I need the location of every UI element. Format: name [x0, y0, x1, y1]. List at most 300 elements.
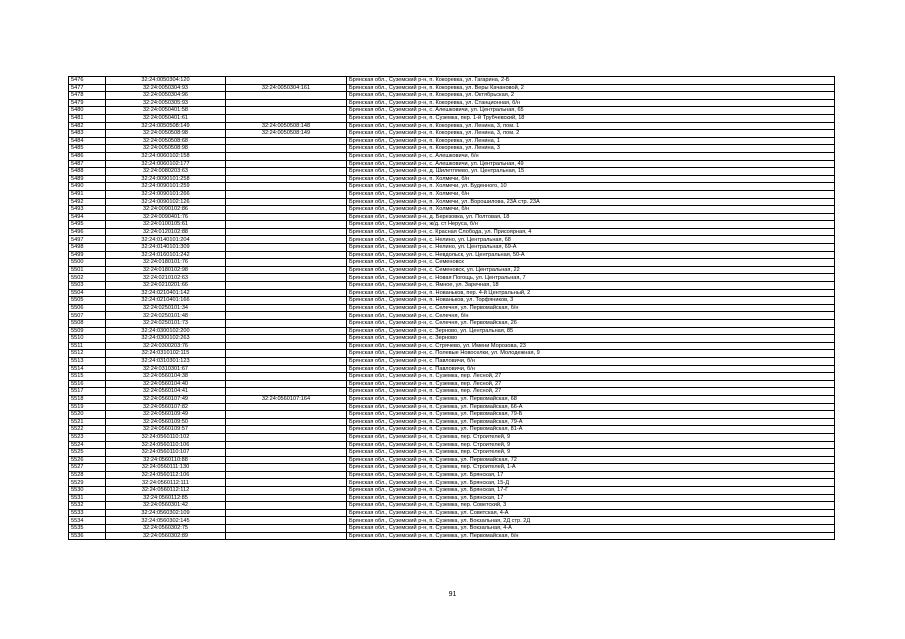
address-cell: Брянская обл., Суземский р-н, с. Нелино, ул. Центральная, 68 [347, 236, 835, 244]
address-cell: Брянская обл., Суземский р-н, с. Селечня, ул. Первомайская, б/н [347, 304, 835, 312]
table-row [69, 517, 835, 525]
previous-cadastral-number-cell [226, 213, 347, 221]
table-row [69, 449, 835, 457]
row-number-cell: 5510 [69, 335, 106, 343]
previous-cadastral-number-cell [226, 297, 347, 305]
table-row [69, 160, 835, 168]
cadastral-number-cell: 32:24:0560302:89 [106, 532, 226, 540]
address-cell: Брянская обл., Суземский р-н, п. Суземка, ул. Первомайская, 79-Б [347, 411, 835, 419]
address-cell: Брянская обл., Суземский р-н, п. Суземка, ул. Брянская, 17 [347, 494, 835, 502]
cadastral-number-cell: 32:24:0560112:111 [106, 479, 226, 487]
address-cell: Брянская обл., Суземский р-н, д. Березовка, ул. Полтовая, 18 [347, 213, 835, 221]
row-number-cell: 5512 [69, 350, 106, 358]
previous-cadastral-number-cell [226, 183, 347, 191]
address-cell: Брянская обл., Суземский р-н, с. Нелино, ул. Центральная, 69-А [347, 244, 835, 252]
table-row [69, 433, 835, 441]
row-number-cell: 5486 [69, 152, 106, 160]
cadastral-number-cell: 32:24:0300102:263 [106, 335, 226, 343]
table-row [69, 350, 835, 358]
table-row [69, 509, 835, 517]
previous-cadastral-number-cell [226, 99, 347, 107]
row-number-cell: 5503 [69, 282, 106, 290]
row-number-cell: 5536 [69, 532, 106, 540]
table-row [69, 92, 835, 100]
table-row [69, 221, 835, 229]
address-cell: Брянская обл., Суземский р-н, п. Суземка, пер. Лесной, 27 [347, 380, 835, 388]
table-row [69, 282, 835, 290]
address-cell: Брянская обл., Суземский р-н, с. Невдольск, ул. Центральная, 50-А [347, 251, 835, 259]
address-cell: Брянская обл., Суземский р-н, с. Зерново, ул. Центральная, 85 [347, 327, 835, 335]
cadastral-number-cell: 32:24:0560112:112 [106, 487, 226, 495]
address-cell: Брянская обл., Суземский р-н, п. Суземка, пер. 1-й Трубчевский, 18 [347, 114, 835, 122]
address-cell: Брянская обл., Суземский р-н, п. Кокоревка, ул. Ленина, 3 [347, 145, 835, 153]
cadastral-number-cell: 32:24:0560301:42 [106, 502, 226, 510]
row-number-cell: 5500 [69, 259, 106, 267]
address-cell: Брянская обл., Суземский р-н, п. Нованьков, ул. Торфяников, 3 [347, 297, 835, 305]
address-cell: Брянская обл., Суземский р-н, п. Суземка, ул. Советская, 4-А [347, 509, 835, 517]
cadastral-number-cell: 32:24:0090101:258 [106, 175, 226, 183]
row-number-cell: 5523 [69, 433, 106, 441]
cadastral-number-cell: 32:24:0560302:109 [106, 509, 226, 517]
row-number-cell: 5528 [69, 471, 106, 479]
table-row [69, 502, 835, 510]
address-cell: Брянская обл., Суземский р-н, п. Суземка, пер. Лесной, 27 [347, 388, 835, 396]
address-cell: Брянская обл., Суземский р-н, п. Суземка, ул. Первомайская, 79-А [347, 418, 835, 426]
cadastral-number-cell: 32:24:0560111:130 [106, 464, 226, 472]
table-row [69, 114, 835, 122]
row-number-cell: 5490 [69, 183, 106, 191]
cadastral-number-cell: 32:24:0250101:73 [106, 320, 226, 328]
table-row [69, 357, 835, 365]
cadastral-number-cell: 32:24:0560109:49 [106, 411, 226, 419]
address-cell: Брянская обл., Суземский р-н, п. Суземка, ул. Вокзальная, 4-А [347, 525, 835, 533]
address-cell: Брянская обл., Суземский р-н, п. Кокоревка, ул. Гагарина, 2-Б [347, 77, 835, 85]
table-row [69, 274, 835, 282]
address-cell: Брянская обл., Суземский р-н, с. Алешковичи, ул. Центральная, 65 [347, 107, 835, 115]
table-row [69, 494, 835, 502]
cadastral-number-cell: 32:24:0090101:266 [106, 190, 226, 198]
previous-cadastral-number-cell [226, 403, 347, 411]
row-number-cell: 5478 [69, 92, 106, 100]
cadastral-number-cell: 32:24:0210201:66 [106, 282, 226, 290]
row-number-cell: 5508 [69, 320, 106, 328]
table-row [69, 213, 835, 221]
page-number: 91 [448, 591, 457, 598]
previous-cadastral-number-cell [226, 327, 347, 335]
previous-cadastral-number-cell [226, 282, 347, 290]
address-cell: Брянская обл., Суземский р-н, п. Кокоревка, ул. Ленина, 1 [347, 137, 835, 145]
cadastral-number-cell: 32:24:0300203:76 [106, 342, 226, 350]
table-row [69, 471, 835, 479]
table-row [69, 99, 835, 107]
table-row [69, 464, 835, 472]
row-number-cell: 5514 [69, 365, 106, 373]
table-row [69, 289, 835, 297]
previous-cadastral-number-cell [226, 441, 347, 449]
table-row [69, 365, 835, 373]
previous-cadastral-number-cell [226, 221, 347, 229]
row-number-cell: 5482 [69, 122, 106, 130]
previous-cadastral-number-cell: 32:24:0560107:164 [226, 395, 347, 403]
table-row [69, 441, 835, 449]
cadastral-number-cell: 32:24:0050508:98 [106, 145, 226, 153]
row-number-cell: 5491 [69, 190, 106, 198]
address-cell: Брянская обл., Суземский р-н, п. Суземка, ул. Брянская, 17 [347, 471, 835, 479]
previous-cadastral-number-cell [226, 228, 347, 236]
previous-cadastral-number-cell [226, 304, 347, 312]
table-row [69, 403, 835, 411]
cadastral-number-cell: 32:24:0100105:61 [106, 221, 226, 229]
registry-table-body [69, 77, 835, 540]
cadastral-number-cell: 32:24:0250101:48 [106, 312, 226, 320]
row-number-cell: 5525 [69, 449, 106, 457]
previous-cadastral-number-cell [226, 464, 347, 472]
previous-cadastral-number-cell [226, 274, 347, 282]
address-cell: Брянская обл., Суземский р-н, с. Алешковичи, ул. Центральная, 49 [347, 160, 835, 168]
table-row [69, 327, 835, 335]
table-row [69, 411, 835, 419]
row-number-cell: 5492 [69, 198, 106, 206]
previous-cadastral-number-cell [226, 145, 347, 153]
cadastral-number-cell: 32:24:0560109:50 [106, 418, 226, 426]
table-row [69, 380, 835, 388]
cadastral-number-cell: 32:24:0060102:158 [106, 152, 226, 160]
row-number-cell: 5477 [69, 84, 106, 92]
row-number-cell: 5502 [69, 274, 106, 282]
cadastral-number-cell: 32:24:0050508:68 [106, 137, 226, 145]
table-row [69, 244, 835, 252]
row-number-cell: 5506 [69, 304, 106, 312]
row-number-cell: 5483 [69, 130, 106, 138]
table-row [69, 122, 835, 130]
address-cell: Брянская обл., Суземский р-н, с. Семеновск, ул. Центральная, 22 [347, 266, 835, 274]
cadastral-number-cell: 32:24:0060102:177 [106, 160, 226, 168]
previous-cadastral-number-cell [226, 251, 347, 259]
previous-cadastral-number-cell [226, 509, 347, 517]
previous-cadastral-number-cell [226, 517, 347, 525]
cadastral-number-cell: 32:24:0210401:142 [106, 289, 226, 297]
previous-cadastral-number-cell [226, 350, 347, 358]
address-cell: Брянская обл., Суземский р-н, п. Суземка, пер. Лесной, 27 [347, 373, 835, 381]
row-number-cell: 5522 [69, 426, 106, 434]
table-row [69, 297, 835, 305]
address-cell: Брянская обл., Суземский р-н, п. Холмечи, ул. Ворошилова, 23А стр. 23А [347, 198, 835, 206]
previous-cadastral-number-cell [226, 289, 347, 297]
cadastral-number-cell: 32:24:0560104:40 [106, 380, 226, 388]
cadastral-number-cell: 32:24:0050401:58 [106, 107, 226, 115]
address-cell: Брянская обл., Суземский р-н, с. Полевые Новоселки, ул. Молодежная, 9 [347, 350, 835, 358]
row-number-cell: 5531 [69, 494, 106, 502]
previous-cadastral-number-cell [226, 373, 347, 381]
previous-cadastral-number-cell [226, 114, 347, 122]
registry-table [68, 76, 835, 540]
row-number-cell: 5501 [69, 266, 106, 274]
row-number-cell: 5499 [69, 251, 106, 259]
cadastral-number-cell: 32:24:0140101:309 [106, 244, 226, 252]
previous-cadastral-number-cell [226, 388, 347, 396]
address-cell: Брянская обл., Суземский р-н, п. Суземка, ул. Брянская, 15-Д [347, 479, 835, 487]
table-row [69, 479, 835, 487]
previous-cadastral-number-cell [226, 502, 347, 510]
row-number-cell: 5535 [69, 525, 106, 533]
previous-cadastral-number-cell [226, 525, 347, 533]
row-number-cell: 5526 [69, 456, 106, 464]
cadastral-number-cell: 32:24:0560110:107 [106, 449, 226, 457]
row-number-cell: 5476 [69, 77, 106, 85]
previous-cadastral-number-cell [226, 312, 347, 320]
row-number-cell: 5504 [69, 289, 106, 297]
address-cell: Брянская обл., Суземский р-н, с. Зерново [347, 335, 835, 343]
previous-cadastral-number-cell [226, 77, 347, 85]
row-number-cell: 5527 [69, 464, 106, 472]
row-number-cell: 5529 [69, 479, 106, 487]
address-cell: Брянская обл., Суземский р-н, п. Кокоревка, ул. Веры Качановой, 2 [347, 84, 835, 92]
address-cell: Брянская обл., Суземский р-н, п. Холмечи, ул. Буденного, 10 [347, 183, 835, 191]
row-number-cell: 5532 [69, 502, 106, 510]
address-cell: Брянская обл., Суземский р-н, п. Суземка, ул. Брянская, 17-Г [347, 487, 835, 495]
table-row [69, 456, 835, 464]
cadastral-number-cell: 32:24:0090102:86 [106, 206, 226, 214]
table-row [69, 168, 835, 176]
address-cell: Брянская обл., Суземский р-н, п. Нованьков, пер. 4-й Центральный, 2 [347, 289, 835, 297]
previous-cadastral-number-cell: 32:24:0050508:148 [226, 122, 347, 130]
previous-cadastral-number-cell [226, 137, 347, 145]
previous-cadastral-number-cell [226, 198, 347, 206]
address-cell: Брянская обл., Суземский р-н, п. Суземка, ул. Первомайская, 72 [347, 456, 835, 464]
previous-cadastral-number-cell [226, 266, 347, 274]
row-number-cell: 5515 [69, 373, 106, 381]
previous-cadastral-number-cell [226, 532, 347, 540]
previous-cadastral-number-cell [226, 365, 347, 373]
cadastral-number-cell: 32:24:0090101:259 [106, 183, 226, 191]
cadastral-number-cell: 32:24:0560110:88 [106, 456, 226, 464]
cadastral-number-cell: 32:24:0050304:120 [106, 77, 226, 85]
table-row [69, 320, 835, 328]
table-row [69, 395, 835, 403]
previous-cadastral-number-cell [226, 494, 347, 502]
cadastral-number-cell: 32:24:0560302:145 [106, 517, 226, 525]
previous-cadastral-number-cell: 32:24:0050304:161 [226, 84, 347, 92]
row-number-cell: 5524 [69, 441, 106, 449]
row-number-cell: 5509 [69, 327, 106, 335]
row-number-cell: 5493 [69, 206, 106, 214]
address-cell: Брянская обл., Суземский р-н, ж/д. ст Неруса, б/н [347, 221, 835, 229]
table-row [69, 304, 835, 312]
address-cell: Брянская обл., Суземский р-н, п. Суземка, пер. Строителей, 9 [347, 433, 835, 441]
cadastral-number-cell: 32:24:0310102:115 [106, 350, 226, 358]
table-row [69, 228, 835, 236]
address-cell: Брянская обл., Суземский р-н, с. Павловичи, б/н [347, 365, 835, 373]
cadastral-number-cell: 32:24:0310301:67 [106, 365, 226, 373]
address-cell: Брянская обл., Суземский р-н, д. Шилетляево, ул. Центральная, 15 [347, 168, 835, 176]
cadastral-number-cell: 32:24:0560107:82 [106, 403, 226, 411]
cadastral-number-cell: 32:24:0080203:63 [106, 168, 226, 176]
cadastral-number-cell: 32:24:0250101:34 [106, 304, 226, 312]
address-cell: Брянская обл., Суземский р-н, п. Холмечи, б/н [347, 206, 835, 214]
row-number-cell: 5534 [69, 517, 106, 525]
address-cell: Брянская обл., Суземский р-н, с. Селечня, б/н [347, 312, 835, 320]
table-row [69, 107, 835, 115]
previous-cadastral-number-cell [226, 487, 347, 495]
row-number-cell: 5505 [69, 297, 106, 305]
cadastral-number-cell: 32:24:0090401:76 [106, 213, 226, 221]
cadastral-number-cell: 32:24:0050305:93 [106, 99, 226, 107]
cadastral-number-cell: 32:24:0560112:106 [106, 471, 226, 479]
table-row [69, 259, 835, 267]
address-cell: Брянская обл., Суземский р-н, с. Павловичи, б/н [347, 357, 835, 365]
address-cell: Брянская обл., Суземский р-н, с. Новая Погощь, ул. Центральная, 7 [347, 274, 835, 282]
cadastral-number-cell: 32:24:0560112:85 [106, 494, 226, 502]
row-number-cell: 5481 [69, 114, 106, 122]
row-number-cell: 5488 [69, 168, 106, 176]
cadastral-number-cell: 32:24:0180101:76 [106, 259, 226, 267]
table-row [69, 183, 835, 191]
previous-cadastral-number-cell [226, 92, 347, 100]
row-number-cell: 5521 [69, 418, 106, 426]
table-row [69, 266, 835, 274]
table-row [69, 130, 835, 138]
cadastral-number-cell: 32:24:0050508:98 [106, 130, 226, 138]
table-row [69, 418, 835, 426]
previous-cadastral-number-cell [226, 190, 347, 198]
table-row [69, 525, 835, 533]
address-cell: Брянская обл., Суземский р-н, п. Суземка, пер. Строителей, 9 [347, 441, 835, 449]
previous-cadastral-number-cell [226, 411, 347, 419]
previous-cadastral-number-cell [226, 342, 347, 350]
table-row [69, 77, 835, 85]
row-number-cell: 5487 [69, 160, 106, 168]
cadastral-number-cell: 32:24:0160101:242 [106, 251, 226, 259]
address-cell: Брянская обл., Суземский р-н, п. Холмечи, б/н [347, 190, 835, 198]
cadastral-number-cell: 32:24:0090102:126 [106, 198, 226, 206]
table-row [69, 426, 835, 434]
table-row [69, 487, 835, 495]
address-cell: Брянская обл., Суземский р-н, с. Селечня, ул. Первомайская, 26 [347, 320, 835, 328]
row-number-cell: 5516 [69, 380, 106, 388]
cadastral-number-cell: 32:24:0560107:49 [106, 395, 226, 403]
table-row [69, 175, 835, 183]
previous-cadastral-number-cell [226, 335, 347, 343]
cadastral-number-cell: 32:24:0300102:200 [106, 327, 226, 335]
cadastral-number-cell: 32:24:0560104:38 [106, 373, 226, 381]
table-row [69, 137, 835, 145]
address-cell: Брянская обл., Суземский р-н, с. Красная Слобода, ул. Присоярная, 4 [347, 228, 835, 236]
cadastral-number-cell: 32:24:0050401:61 [106, 114, 226, 122]
address-cell: Брянская обл., Суземский р-н, п. Холмечи, б/н [347, 175, 835, 183]
previous-cadastral-number-cell [226, 168, 347, 176]
cadastral-number-cell: 32:24:0560104:41 [106, 388, 226, 396]
cadastral-number-cell: 32:24:0210102:63 [106, 274, 226, 282]
cadastral-number-cell: 32:24:0560302:75 [106, 525, 226, 533]
address-cell: Брянская обл., Суземский р-н, с. Семеновск [347, 259, 835, 267]
previous-cadastral-number-cell [226, 259, 347, 267]
table-row [69, 236, 835, 244]
row-number-cell: 5485 [69, 145, 106, 153]
previous-cadastral-number-cell [226, 433, 347, 441]
cadastral-number-cell: 32:24:0310301:123 [106, 357, 226, 365]
table-row [69, 312, 835, 320]
row-number-cell: 5495 [69, 221, 106, 229]
previous-cadastral-number-cell [226, 175, 347, 183]
cadastral-number-cell: 32:24:0210401:166 [106, 297, 226, 305]
cadastral-number-cell: 32:24:0560110:106 [106, 441, 226, 449]
row-number-cell: 5533 [69, 509, 106, 517]
address-cell: Брянская обл., Суземский р-н, п. Кокоревка, ул. Станционная, б/н [347, 99, 835, 107]
table-row [69, 335, 835, 343]
cadastral-number-cell: 32:24:0140101:204 [106, 236, 226, 244]
address-cell: Брянская обл., Суземский р-н, с. Стрячево, ул. Имени Морозова, 23 [347, 342, 835, 350]
row-number-cell: 5484 [69, 137, 106, 145]
previous-cadastral-number-cell [226, 107, 347, 115]
cadastral-number-cell: 32:24:0120102:88 [106, 228, 226, 236]
row-number-cell: 5497 [69, 236, 106, 244]
row-number-cell: 5507 [69, 312, 106, 320]
previous-cadastral-number-cell [226, 380, 347, 388]
cadastral-number-cell: 32:24:0180102:98 [106, 266, 226, 274]
address-cell: Брянская обл., Суземский р-н, п. Суземка, пер. Советский, 3 [347, 502, 835, 510]
previous-cadastral-number-cell [226, 471, 347, 479]
cadastral-number-cell: 32:24:0560110:102 [106, 433, 226, 441]
previous-cadastral-number-cell [226, 152, 347, 160]
previous-cadastral-number-cell [226, 418, 347, 426]
address-cell: Брянская обл., Суземский р-н, п. Суземка, ул. Первомайская, б/н [347, 532, 835, 540]
table-row [69, 198, 835, 206]
address-cell: Брянская обл., Суземский р-н, п. Суземка, ул. Первомайская, 68 [347, 395, 835, 403]
row-number-cell: 5530 [69, 487, 106, 495]
address-cell: Брянская обл., Суземский р-н, п. Суземка, ул. Первомайская, 81-А [347, 426, 835, 434]
table-row [69, 190, 835, 198]
row-number-cell: 5498 [69, 244, 106, 252]
table-row [69, 206, 835, 214]
table-row [69, 84, 835, 92]
table-row [69, 145, 835, 153]
previous-cadastral-number-cell [226, 206, 347, 214]
previous-cadastral-number-cell [226, 320, 347, 328]
previous-cadastral-number-cell [226, 160, 347, 168]
address-cell: Брянская обл., Суземский р-н, п. Суземка, пер. Строителей, 1-А [347, 464, 835, 472]
row-number-cell: 5496 [69, 228, 106, 236]
previous-cadastral-number-cell [226, 357, 347, 365]
previous-cadastral-number-cell [226, 244, 347, 252]
row-number-cell: 5511 [69, 342, 106, 350]
address-cell: Брянская обл., Суземский р-н, п. Суземка, пер. Строителей, 9 [347, 449, 835, 457]
address-cell: Брянская обл., Суземский р-н, п. Суземка, ул. Вокзальная, 2Д стр. 2Д [347, 517, 835, 525]
row-number-cell: 5489 [69, 175, 106, 183]
table-row [69, 251, 835, 259]
row-number-cell: 5494 [69, 213, 106, 221]
previous-cadastral-number-cell [226, 449, 347, 457]
address-cell: Брянская обл., Суземский р-н, п. Кокоревка, ул. Ленина, 3, пом. 1 [347, 122, 835, 130]
previous-cadastral-number-cell [226, 456, 347, 464]
cadastral-number-cell: 32:24:0050304:93 [106, 84, 226, 92]
row-number-cell: 5513 [69, 357, 106, 365]
row-number-cell: 5480 [69, 107, 106, 115]
address-cell: Брянская обл., Суземский р-н, п. Кокоревка, ул. Ленина, 3, пом. 2 [347, 130, 835, 138]
previous-cadastral-number-cell: 32:24:0050508:149 [226, 130, 347, 138]
row-number-cell: 5520 [69, 411, 106, 419]
previous-cadastral-number-cell [226, 236, 347, 244]
cadastral-number-cell: 32:24:0050508:149 [106, 122, 226, 130]
row-number-cell: 5517 [69, 388, 106, 396]
table-row [69, 388, 835, 396]
row-number-cell: 5519 [69, 403, 106, 411]
cadastral-number-cell: 32:24:0050304:96 [106, 92, 226, 100]
row-number-cell: 5518 [69, 395, 106, 403]
table-row [69, 152, 835, 160]
address-cell: Брянская обл., Суземский р-н, с. Ямное, ул. Заречная, 18 [347, 282, 835, 290]
previous-cadastral-number-cell [226, 426, 347, 434]
previous-cadastral-number-cell [226, 479, 347, 487]
